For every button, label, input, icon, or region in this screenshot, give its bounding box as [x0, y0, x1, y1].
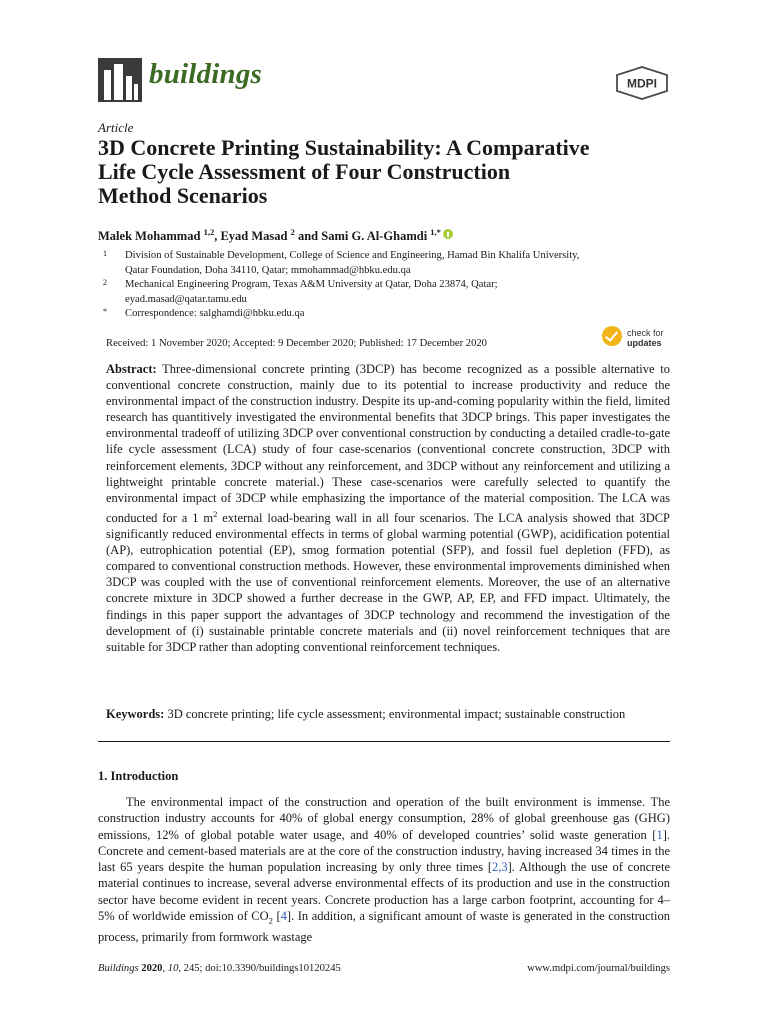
title-line: Method Scenarios	[98, 183, 268, 208]
affiliation-text: Mechanical Engineering Program, Texas A&M University at Qatar, Doha 23874, Qatar;	[125, 279, 498, 290]
paper-title	[98, 136, 678, 208]
citation-link[interactable]: 2,3	[492, 860, 508, 875]
author-affiliation-sup: 2	[290, 227, 295, 237]
correspondence-text[interactable]: Correspondence: salghamdi@hbku.edu.qa	[125, 308, 305, 319]
section-title: 1. Introduction	[98, 769, 179, 783]
affiliation-mark: 2	[102, 277, 108, 287]
footer-year: 2020	[141, 963, 163, 974]
affiliation-text: Division of Sustainable Development, College of Science and Engineering, Hamad Bin Khalifa University,	[125, 250, 580, 261]
body-text: The environmental impact of the construction and operation of the built environment is immense. The construction industry accounts for 40% of global energy consumption, 28% of global greenhouse gas (GHG) emissions, 12% of global potable water usage, and 40% of developed countries’ solid waste generation [	[98, 795, 670, 842]
check-for-label: check for	[627, 328, 664, 338]
body-text: ]. Although the use of concrete material continues to increase, several adverse environmental effects of its production and use in the construction sector have become evident in recent years. Concrete production has a large carbon footprint, accounting for 4–5% of worldwide emission of CO	[98, 860, 670, 924]
abstract-label: Abstract:	[106, 362, 157, 376]
footer-url[interactable]: www.mdpi.com/journal/buildings	[527, 963, 670, 974]
section-divider	[98, 741, 670, 742]
author-affiliation-sup: 1,*	[430, 227, 441, 237]
affiliation-mark: 1	[102, 248, 108, 258]
author-affiliation-sup: 1,2	[203, 227, 215, 237]
abstract-text: Three-dimensional concrete printing (3DCP) has become recognized as a possible alternative to conventional concrete construction, mainly due to its potential to increase productivity and reduce the environmental impact of the construction industry. Despite its up-and-coming popularity within the field, limited research has quantitively investigated the environmental benefits that 3DCP brings. This paper investigates the environmental tradeoff of utilizing 3DCP over conventional construction by conducting a detailed cradle-to-gate life cycle assessment (LCA) study of four case-scenarios (conventional concrete construction, 3DCP with reinforcement elements, 3DCP without any reinforcement, and 3DCP without any reinforcement and utilizing a lightweight printable concrete material.) These case-scenarios were carefully selected to quantify the environmental impact of 3DCP while emphasizing the importance of the material composition. The LCA was conducted for a 1 m	[106, 362, 671, 525]
article-type: Article	[98, 120, 134, 135]
author-name[interactable]: Eyad Masad	[220, 229, 288, 244]
body-text: ]. In addition, a significant amount of waste is generated in the construction process, primarily from formwork wastage	[98, 909, 670, 944]
check-circle-icon	[602, 326, 622, 346]
footer-doi[interactable]: , 245; doi:10.3390/buildings10120245	[178, 963, 341, 974]
citation-link[interactable]: 4	[280, 909, 287, 924]
publication-dates: Received: 1 November 2020; Accepted: 9 December 2020; Published: 17 December 2020	[106, 338, 487, 349]
check-for-updates-badge[interactable]	[602, 326, 672, 354]
keywords	[106, 707, 670, 722]
updates-label: updates	[627, 338, 662, 348]
affiliation-text[interactable]: Qatar Foundation, Doha 34110, Qatar; mmohammad@hbku.edu.qa	[125, 265, 411, 276]
abstract-text: external load-bearing wall in all four scenarios. The LCA analysis showed that 3DCP significantly reduced environmental effects in terms of global warming potential (GWP), acidification potential (AP), eutrophication potential (EP), smog formation potential (SFP), and fossil fuel depletion (FFD), as compared to conventional construction methods. However, these environmental improvements diminished when 3DCP was coupled with the use of conventional reinforcement elements. Moreover, the use of an alternative concrete mixture in 3DCP showed a further decrease in the GWP, AP, EP, and FFD impact. Ultimately, the findings in this paper support the advantages of 3DCP technology and recommend the investigation of the development of (i) sustainable printable concrete materials and (ii) novel reinforcement techniques that are suitable for 3DCP rather than adopting conventional reinforcement techniques.	[106, 511, 671, 654]
author-list: Malek Mohammad $^{1,2}$, Eyad Masad $^2$ and Sami G. Al-Ghamdi $^{1,*}$	[98, 227, 453, 244]
title-line: Life Cycle Assessment of Four Construction	[98, 159, 511, 184]
publisher-name: MDPI	[627, 76, 657, 91]
keywords-label: Keywords:	[106, 707, 165, 721]
keywords-text: 3D concrete printing; life cycle assessment; environmental impact; sustainable construction	[164, 707, 626, 721]
author-name[interactable]: Malek Mohammad	[98, 229, 201, 244]
abstract	[106, 361, 670, 655]
footer-citation: Buildings 2020, 10, 245; doi:10.3390/buildings10120245	[98, 963, 341, 974]
introduction-paragraph	[98, 794, 670, 945]
buildings-logo-icon	[98, 58, 142, 102]
body-text: [	[272, 909, 281, 924]
subscript: 2	[268, 915, 273, 926]
title-line: 3D Concrete Printing Sustainability: A Comparative	[98, 135, 590, 160]
citation-link[interactable]: 1	[656, 827, 663, 842]
affiliation-email[interactable]: eyad.masad@qatar.tamu.edu	[125, 294, 247, 305]
footer-volume: 10	[167, 963, 179, 974]
journal-name: buildings	[149, 58, 263, 90]
author-name[interactable]: Sami G. Al-Ghamdi	[321, 229, 428, 244]
footer-journal: Buildings	[98, 963, 139, 974]
mdpi-logo-icon	[614, 66, 670, 100]
abstract-sup: 2	[213, 508, 218, 519]
orcid-icon[interactable]	[443, 229, 453, 239]
body-text: ]. Concrete and cement-based materials are at the core of the construction industry, having increased 34 times in the last 65 years despite the human population increasing by only three times [	[98, 827, 670, 875]
affiliation-mark: *	[102, 306, 108, 316]
